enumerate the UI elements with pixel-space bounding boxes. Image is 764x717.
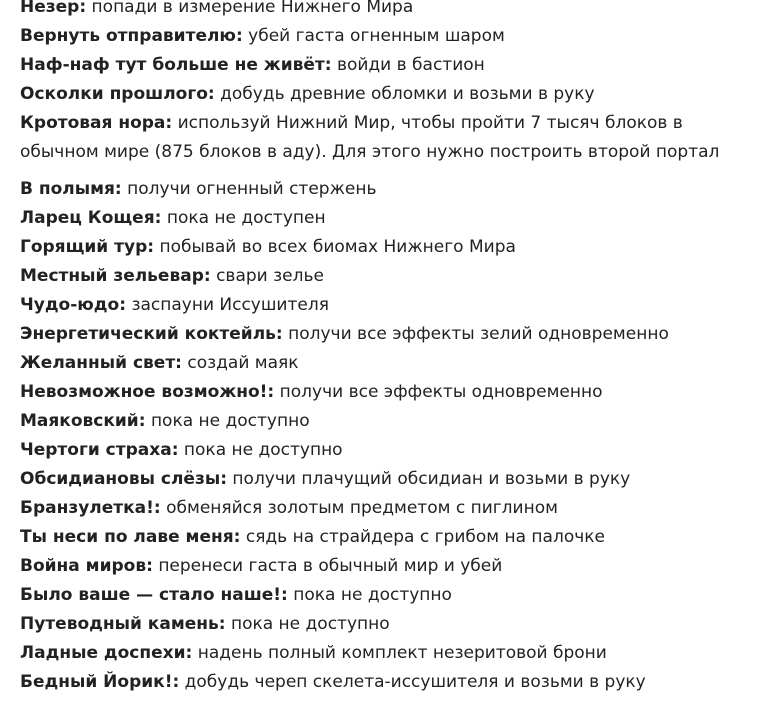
achievement-entry xyxy=(20,581,755,610)
achievement-entry xyxy=(20,465,755,494)
achievement-entry xyxy=(20,175,755,204)
achievement-entry xyxy=(20,436,755,465)
achievement-description: пока не доступно xyxy=(183,440,343,460)
achievements-list xyxy=(20,0,755,697)
achievement-entry xyxy=(20,233,755,262)
achievement-name: Желанный свет: xyxy=(20,353,182,373)
achievement-entry xyxy=(20,109,755,167)
achievement-description: добудь череп скелета-иссушителя и возьми в руку xyxy=(184,672,646,692)
achievement-description: попади в измерение Нижнего Мира xyxy=(91,0,414,17)
achievement-name: Энергетический коктейль: xyxy=(20,324,283,344)
achievement-entry xyxy=(20,668,755,697)
achievement-name: Бедный Йорик!: xyxy=(20,672,180,692)
achievement-group-2 xyxy=(20,175,755,697)
achievement-name: Наф-наф тут больше не живёт: xyxy=(20,55,332,75)
achievement-description: войди в бастион xyxy=(336,55,485,75)
achievement-name: Обсидиановы слёзы: xyxy=(20,469,228,489)
achievement-name: Невозможное возможно!: xyxy=(20,382,275,402)
achievement-name: Бранзулетка!: xyxy=(20,498,161,518)
achievement-description: добудь древние обломки и возьми в руку xyxy=(220,84,595,104)
achievement-entry xyxy=(20,349,755,378)
achievement-entry xyxy=(20,291,755,320)
achievement-entry xyxy=(20,262,755,291)
achievement-description: обменяйся золотым предметом с пиглином xyxy=(166,498,558,518)
achievement-description: получи все эффекты одновременно xyxy=(279,382,603,402)
achievement-name: Горящий тур: xyxy=(20,237,155,257)
achievement-entry xyxy=(20,407,755,436)
achievement-name: Чудо-юдо: xyxy=(20,295,127,315)
achievement-entry xyxy=(20,552,755,581)
achievement-description: заспауни Иссушителя xyxy=(131,295,329,315)
achievement-name: Маяковский: xyxy=(20,411,146,431)
achievement-entry xyxy=(20,0,755,22)
achievement-name: Вернуть отправителю: xyxy=(20,26,243,46)
achievement-entry xyxy=(20,22,755,51)
achievement-name: Война миров: xyxy=(20,556,153,576)
achievement-description: пока не доступен xyxy=(166,208,326,228)
achievement-description: используй Нижний Мир, чтобы пройти 7 тысяч блоков в обычном мире (875 блоков в аду). Для этого нужно построить второй портал xyxy=(20,113,720,162)
achievement-description: побывай во всех биомах Нижнего Мира xyxy=(159,237,516,257)
achievement-entry xyxy=(20,204,755,233)
achievement-description: пока не доступно xyxy=(150,411,310,431)
achievement-group-1 xyxy=(20,0,755,167)
achievement-description: перенеси гаста в обычный мир и убей xyxy=(158,556,503,576)
achievement-entry xyxy=(20,610,755,639)
achievement-entry xyxy=(20,523,755,552)
achievement-name: Ты неси по лаве меня: xyxy=(20,527,241,547)
achievement-name: Ладные доспехи: xyxy=(20,643,193,663)
achievement-description: пока не доступно xyxy=(293,585,452,605)
achievement-name: Было ваше — стало наше!: xyxy=(20,585,288,605)
achievement-name: Осколки прошлого: xyxy=(20,84,215,104)
achievement-name: В полымя: xyxy=(20,179,122,199)
achievement-description: получи все эффекты зелий одновременно xyxy=(288,324,669,344)
achievement-name: Ларец Кощея: xyxy=(20,208,162,228)
achievement-name: Незер: xyxy=(20,0,87,17)
achievement-entry xyxy=(20,80,755,109)
achievement-description: пока не доступно xyxy=(230,614,390,634)
achievement-description: свари зелье xyxy=(216,266,324,286)
achievement-description: получи плачущий обсидиан и возьми в руку xyxy=(232,469,631,489)
achievement-entry xyxy=(20,378,755,407)
achievement-description: получи огненный стержень xyxy=(127,179,377,199)
achievement-description: надень полный комплект незеритовой брони xyxy=(197,643,607,663)
achievement-entry xyxy=(20,51,755,80)
achievement-entry xyxy=(20,320,755,349)
achievement-name: Местный зельевар: xyxy=(20,266,211,286)
achievement-description: убей гаста огненным шаром xyxy=(248,26,505,46)
achievement-entry xyxy=(20,639,755,668)
achievement-name: Кротовая нора: xyxy=(20,113,173,133)
achievement-entry xyxy=(20,494,755,523)
achievement-name: Чертоги страха: xyxy=(20,440,179,460)
achievement-description: создай маяк xyxy=(187,353,299,373)
achievement-description: сядь на страйдера с грибом на палочке xyxy=(245,527,606,547)
achievement-name: Путеводный камень: xyxy=(20,614,226,634)
